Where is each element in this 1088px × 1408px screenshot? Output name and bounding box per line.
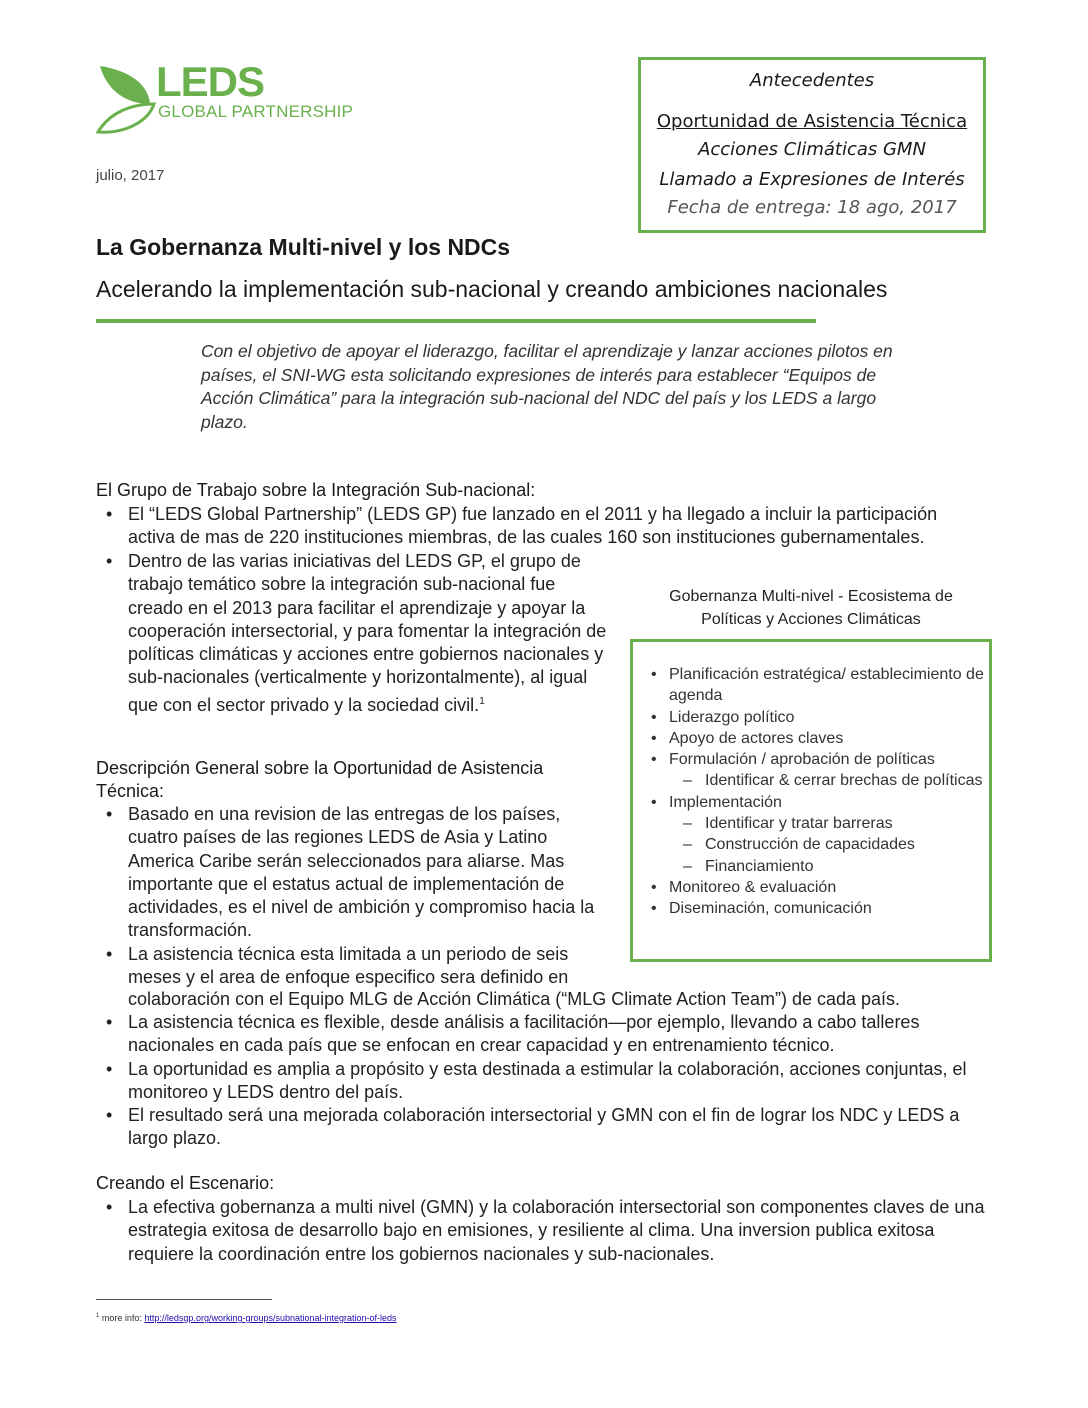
logo-subtitle: GLOBAL PARTNERSHIP bbox=[158, 102, 354, 121]
ecosystem-box bbox=[630, 639, 992, 962]
list-item: • Dentro de las varias iniciativas del LEDS GP, el grupo de trabajo temático sobre la integración sub-nacional fue creado en el 2013 para facilitar el aprendizaje y apoyar la cooperación intersectorial, y para fomentar la integración de políticas climáticas y acciones entre gobiernos nacionales y sub-nacionales (verticalmente y horizontalmente), al igual que con el sector privado y la sociedad civil.$^1$ bbox=[96, 550, 612, 717]
list-item: • Liderazgo político bbox=[645, 707, 985, 728]
section1-list-2 bbox=[96, 550, 612, 717]
list-item: • La asistencia técnica esta limitada a un periodo de seis meses y el area de enfoque especifico sera definido en bbox=[96, 943, 596, 990]
list-item: • Planificación estratégica/ establecimiento de agenda bbox=[645, 664, 985, 707]
section2-list bbox=[96, 803, 596, 989]
footnote-divider bbox=[96, 1299, 272, 1300]
list-item: • El resultado será una mejorada colaboración intersectorial y GMN con el fin de lograr los NDC y LEDS a largo plazo. bbox=[96, 1104, 986, 1151]
section2-heading: Descripción General sobre la Oportunidad de Asistencia Técnica: bbox=[96, 758, 544, 801]
section3-heading: Creando el Escenario: bbox=[96, 1173, 275, 1193]
list-item: • Monitoreo & evaluación bbox=[645, 877, 985, 898]
logo-brand: LEDS bbox=[156, 58, 265, 105]
antecedentes-line2: Llamado a Expresiones de Interés bbox=[659, 169, 965, 190]
list-item: • Diseminación, comunicación bbox=[645, 898, 985, 919]
footnote-ref: 1 bbox=[479, 695, 485, 707]
deadline: Fecha de entrega: 18 ago, 2017 bbox=[667, 197, 957, 218]
sub-list-item: – Identificar y tratar barreras bbox=[669, 813, 985, 834]
leaf-icon bbox=[96, 64, 158, 134]
footnote-link[interactable]: http://ledsgp.org/working-groups/subnational-integration-of-leds bbox=[144, 1313, 397, 1323]
section3-list bbox=[96, 1196, 994, 1266]
list-item: • La asistencia técnica es flexible, desde análisis a facilitación—por ejemplo, llevando a cabo talleres nacionales en cada país que se enfocan en crear capacidad y en entrenamiento técnico. bbox=[96, 1011, 986, 1058]
list-item: • Apoyo de actores claves bbox=[645, 728, 985, 749]
title-divider bbox=[96, 319, 816, 323]
section2-bullet2-continuation: colaboración con el Equipo MLG de Acción Climática (“MLG Climate Action Team”) de cada país. bbox=[128, 989, 901, 1009]
opportunity-title: Oportunidad de Asistencia Técnica bbox=[656, 111, 968, 132]
list-item: • Formulación / aprobación de políticas – Identificar & cerrar brechas de políticas bbox=[645, 749, 985, 792]
section1-list bbox=[96, 503, 976, 550]
list-item: • La oportunidad es amplia a propósito y esta destinada a estimular la colaboración, acciones conjuntas, el monitoreo y LEDS dentro del país. bbox=[96, 1058, 986, 1105]
sub-list bbox=[669, 813, 985, 877]
ecosystem-list bbox=[645, 664, 985, 920]
sub-list bbox=[669, 770, 985, 791]
intro-paragraph: Con el objetivo de apoyar el liderazgo, facilitar el aprendizaje y lanzar acciones pilotos en países, el SNI-WG esta solicitando expresiones de interés para establecer “Equipos de Acción Climática” para la integración sub-nacional del NDC del país y los LEDS a largo plazo. bbox=[201, 341, 893, 432]
antecedentes-box bbox=[638, 57, 986, 233]
ecosystem-title: Gobernanza Multi-nivel - Ecosistema de Políticas y Acciones Climáticas bbox=[669, 588, 953, 628]
document-date: julio, 2017 bbox=[96, 167, 165, 184]
page-title: La Gobernanza Multi-nivel y los NDCs bbox=[96, 234, 511, 260]
page-subtitle: Acelerando la implementación sub-nacional y creando ambiciones nacionales bbox=[96, 276, 888, 302]
sub-list-item: – Financiamiento bbox=[669, 856, 985, 877]
antecedentes-line1: Acciones Climáticas GMN bbox=[698, 139, 926, 160]
sub-list-item: – Identificar & cerrar brechas de políticas bbox=[669, 770, 985, 791]
list-item: • La efectiva gobernanza a multi nivel (GMN) y la colaboración intersectorial son componentes claves de una estrategia exitosa de desarrollo bajo en emisiones, y resiliente al clima. Una inversion publica exitosa requiere la coordinación entre los gobiernos nacionales y sub-nacionales. bbox=[96, 1196, 994, 1266]
list-item: • Basado en una revision de las entregas de los países, cuatro países de las regiones LEDS de Asia y Latino America Caribe serán seleccionados para aliarse. Mas importante que el estatus actual de implementación de actividades, es el nivel de ambición y compromiso hacia la transformación. bbox=[96, 803, 596, 943]
section2-list-2 bbox=[96, 1011, 986, 1151]
leds-logo bbox=[96, 58, 396, 134]
section1-heading: El Grupo de Trabajo sobre la Integración Sub-nacional: bbox=[96, 480, 536, 500]
list-item: • El “LEDS Global Partnership” (LEDS GP) fue lanzado en el 2011 y ha llegado a incluir la participación activa de mas de 220 instituciones miembras, de las cuales 160 son instituciones gubernamentales. bbox=[96, 503, 976, 550]
sub-list-item: – Construcción de capacidades bbox=[669, 834, 985, 855]
antecedentes-title: Antecedentes bbox=[749, 70, 875, 91]
footnote: $^1$ more info: http://ledsgp.org/working-groups/subnational-integration-of-leds bbox=[96, 1313, 397, 1323]
list-item: • Implementación – Identificar y tratar barreras – Construcción de capacidades – Financiamiento bbox=[645, 792, 985, 877]
